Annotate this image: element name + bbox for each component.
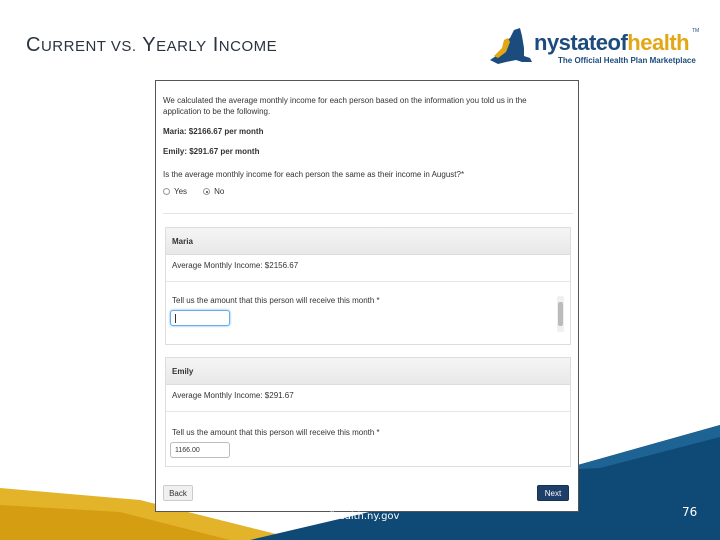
panel-divider <box>166 281 570 282</box>
panel-heading: Emily <box>166 358 570 385</box>
amount-prompt: Tell us the amount that this person will receive this month * <box>172 296 380 305</box>
title-initial: I <box>212 34 219 56</box>
radio-no[interactable] <box>203 188 210 195</box>
page-number: 76 <box>682 505 698 519</box>
intro-text: We calculated the average monthly income for each person based on the information you told us in the application to be the following. <box>163 96 527 116</box>
radio-no-label: No <box>214 187 225 196</box>
scrollbar[interactable] <box>557 296 564 332</box>
next-button[interactable]: Next <box>537 485 569 501</box>
emily-income-summary: Emily: $291.67 per month <box>163 147 260 156</box>
text-caret <box>175 314 176 323</box>
panel-divider <box>166 411 570 412</box>
title-initial: Y <box>142 34 157 56</box>
radio-yes[interactable] <box>163 188 170 195</box>
section-divider <box>163 213 573 214</box>
input-value: 1166.00 <box>175 446 200 454</box>
radio-yes-label: Yes <box>174 187 188 196</box>
nystateofhealth-logo <box>486 22 702 76</box>
title-word: URRENT VS. <box>40 38 137 55</box>
income-form-screenshot <box>155 80 579 512</box>
amount-prompt: Tell us the amount that this person will receive this month * <box>172 428 380 437</box>
maria-income-summary: Maria: $2166.67 per month <box>163 127 264 136</box>
maria-income-panel <box>165 227 571 345</box>
income-same-question: Is the average monthly income for each person the same as their income in August?* <box>163 170 465 179</box>
scrollbar-thumb[interactable] <box>558 302 563 326</box>
footer-url: nystateofhealth.ny.gov <box>285 511 400 522</box>
average-monthly-income: Average Monthly Income: $2156.67 <box>172 261 299 270</box>
new-york-state-map-icon <box>486 26 534 70</box>
maria-amount-input[interactable] <box>170 310 230 326</box>
emily-amount-input[interactable] <box>170 442 230 458</box>
title-word: NCOME <box>218 38 278 55</box>
panel-heading: Maria <box>166 228 570 255</box>
average-monthly-income: Average Monthly Income: $291.67 <box>172 391 294 400</box>
title-word: EARLY <box>156 38 207 55</box>
logo-tagline: The Official Health Plan Marketplace <box>558 56 696 65</box>
back-button[interactable]: Back <box>163 485 193 501</box>
emily-income-panel <box>165 357 571 467</box>
logo-wordmark: nystateofhealth <box>534 30 690 55</box>
trademark-mark: TM <box>692 28 700 34</box>
title-initial: C <box>26 34 41 56</box>
income-same-radio-group <box>163 187 224 196</box>
slide-title <box>26 34 277 57</box>
